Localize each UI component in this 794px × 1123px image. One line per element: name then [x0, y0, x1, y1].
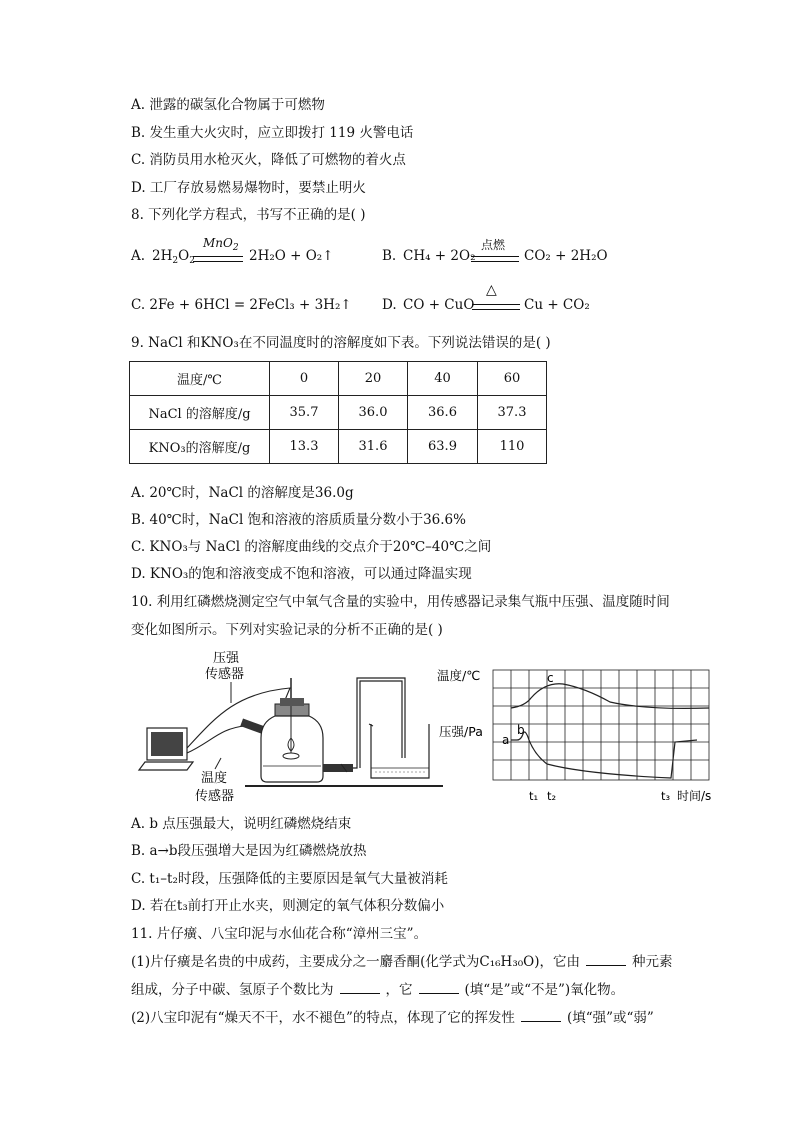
- time-axis-label: 时间/s: [677, 789, 712, 803]
- answer-blank[interactable]: [586, 953, 626, 966]
- t2-tick-label: t₂: [547, 789, 557, 803]
- q8-d-product: Cu + CO₂: [524, 297, 590, 313]
- q8-a-reactant: $2H_2O_2$: [152, 248, 195, 266]
- q11-part1-line2: 组成，分子中碳、氢原子个数比为 ，它 (填“是”或“不是”)氧化物。: [131, 982, 625, 998]
- q8-b-equals-sign: [471, 256, 519, 262]
- q10-option-c: C. t₁–t₂时段，压强降低的主要原因是氧气大量被消耗: [131, 871, 448, 887]
- q8-b-product: CO₂ + 2H₂O: [524, 248, 608, 264]
- q9-stem: 9. NaCl 和KNO₃在不同温度时的溶解度如下表。下列说法错误的是( ): [131, 335, 551, 351]
- q10-option-d: D. 若在t₃前打开止水夹，则测定的氧气体积分数偏小: [131, 898, 445, 914]
- q7-option-a: A. 泄露的碳氢化合物属于可燃物: [131, 97, 325, 113]
- temperature-sensor-wire: [187, 726, 245, 753]
- q8-b-label: B.: [382, 248, 397, 264]
- graph-grid: [493, 670, 709, 780]
- q8-d-label: D.: [382, 297, 397, 313]
- answer-blank[interactable]: [419, 981, 459, 994]
- answer-blank[interactable]: [340, 981, 380, 994]
- table-row: [130, 430, 547, 464]
- q8-a-label: A.: [131, 248, 146, 264]
- table-header-cell: 0: [270, 362, 339, 396]
- q10-option-b: B. a→b段压强增大是因为红磷燃烧放热: [131, 843, 367, 859]
- table-header-cell: 20: [339, 362, 408, 396]
- table-cell: 110: [478, 430, 547, 464]
- temperature-axis-label: 温度/℃: [437, 668, 481, 683]
- pressure-sensor-label-1: 压强: [213, 651, 240, 666]
- q8-a-product: 2H₂O + O₂↑: [249, 248, 334, 264]
- table-cell: 36.6: [408, 396, 478, 430]
- q9-option-a: A. 20℃时，NaCl 的溶解度是36.0g: [131, 485, 354, 501]
- beaker: [369, 724, 429, 778]
- q8-b-condition: 点燃: [481, 238, 506, 252]
- q8-c-equation: C. 2Fe + 6HCl = 2FeCl₃ + 3H₂↑: [131, 297, 352, 313]
- solubility-table: [129, 361, 547, 464]
- q11-part2-line1: (2)八宝印泥有“燥天不干，水不褪色”的特点，体现了它的挥发性 (填“强”或“弱”: [131, 1010, 654, 1026]
- q10-stem-line2: 变化如图所示。下列对实验记录的分析不正确的是( ): [131, 622, 443, 638]
- q7-option-c: C. 消防员用水枪灭火，降低了可燃物的着火点: [131, 152, 406, 168]
- temperature-sensor-label-1: 温度: [201, 771, 228, 786]
- q10-stem-line1: 10. 利用红磷燃烧测定空气中氧气含量的实验中，用传感器记录集气瓶中压强、温度随时间: [131, 594, 670, 610]
- q7-option-b: B. 发生重大火灾时，应立即拨打 119 火警电话: [131, 125, 414, 141]
- t3-tick-label: t₃: [661, 789, 671, 803]
- table-cell: 63.9: [408, 430, 478, 464]
- q9-option-c: C. KNO₃与 NaCl 的溶解度曲线的交点介于20℃–40℃之间: [131, 539, 492, 555]
- table-cell: 13.3: [270, 430, 339, 464]
- gas-collecting-bottle: [261, 678, 323, 782]
- table-header-cell: 40: [408, 362, 478, 396]
- q8-stem: 8. 下列化学方程式，书写不正确的是( ): [131, 207, 366, 223]
- table-cell: KNO₃的溶解度/g: [130, 430, 270, 464]
- q8-d-reactant: CO + CuO: [403, 297, 475, 313]
- q9-option-b: B. 40℃时，NaCl 饱和溶液的溶质质量分数小于36.6%: [131, 512, 466, 528]
- q8-b-reactant: CH₄ + 2O₂: [403, 248, 476, 264]
- t1-tick-label: t₁: [529, 789, 539, 803]
- laptop-icon: [139, 728, 193, 770]
- table-cell: 36.0: [339, 396, 408, 430]
- pressure-temperature-graph: [435, 660, 735, 808]
- table-cell: 35.7: [270, 396, 339, 430]
- q10-option-a: A. b 点压强最大，说明红磷燃烧结束: [131, 816, 352, 832]
- q9-option-d: D. KNO₃的饱和溶液变成不饱和溶液，可以通过降温实现: [131, 566, 472, 582]
- temperature-sensor-label-2: 传感器: [195, 789, 235, 804]
- temperature-curve: [511, 684, 709, 709]
- q8-a-condition: MnO$_2$: [203, 236, 239, 253]
- table-cell: 31.6: [339, 430, 408, 464]
- point-a-label: a: [502, 733, 510, 747]
- point-b-label: b: [517, 723, 525, 737]
- q8-d-condition-heat-icon: △: [486, 282, 497, 298]
- pressure-axis-label: 压强/Pa: [439, 724, 483, 739]
- point-c-label: c: [547, 671, 554, 685]
- table-row: [130, 396, 547, 430]
- connecting-tube: [353, 678, 405, 768]
- table-cell: NaCl 的溶解度/g: [130, 396, 270, 430]
- pressure-curve: [511, 732, 697, 778]
- answer-blank[interactable]: [521, 1009, 561, 1022]
- experiment-apparatus-diagram: [125, 648, 445, 808]
- q8-d-equals-sign: [472, 304, 520, 310]
- q7-option-d: D. 工厂存放易燃易爆物时，要禁止明火: [131, 180, 366, 196]
- q11-part1-line1: (1)片仔癀是名贵的中成药，主要成分之一麝香酮(化学式为C₁₆H₃₀O)，它由 种元素: [131, 954, 673, 970]
- table-header-cell: 温度/℃: [130, 362, 270, 396]
- table-header-cell: 60: [478, 362, 547, 396]
- table-cell: 37.3: [478, 396, 547, 430]
- table-row: [130, 362, 547, 396]
- q11-stem: 11. 片仔癀、八宝印泥与水仙花合称“漳州三宝”。: [131, 926, 428, 942]
- q8-a-equals-sign: [193, 256, 243, 262]
- pressure-sensor-label-2: 传感器: [205, 667, 245, 682]
